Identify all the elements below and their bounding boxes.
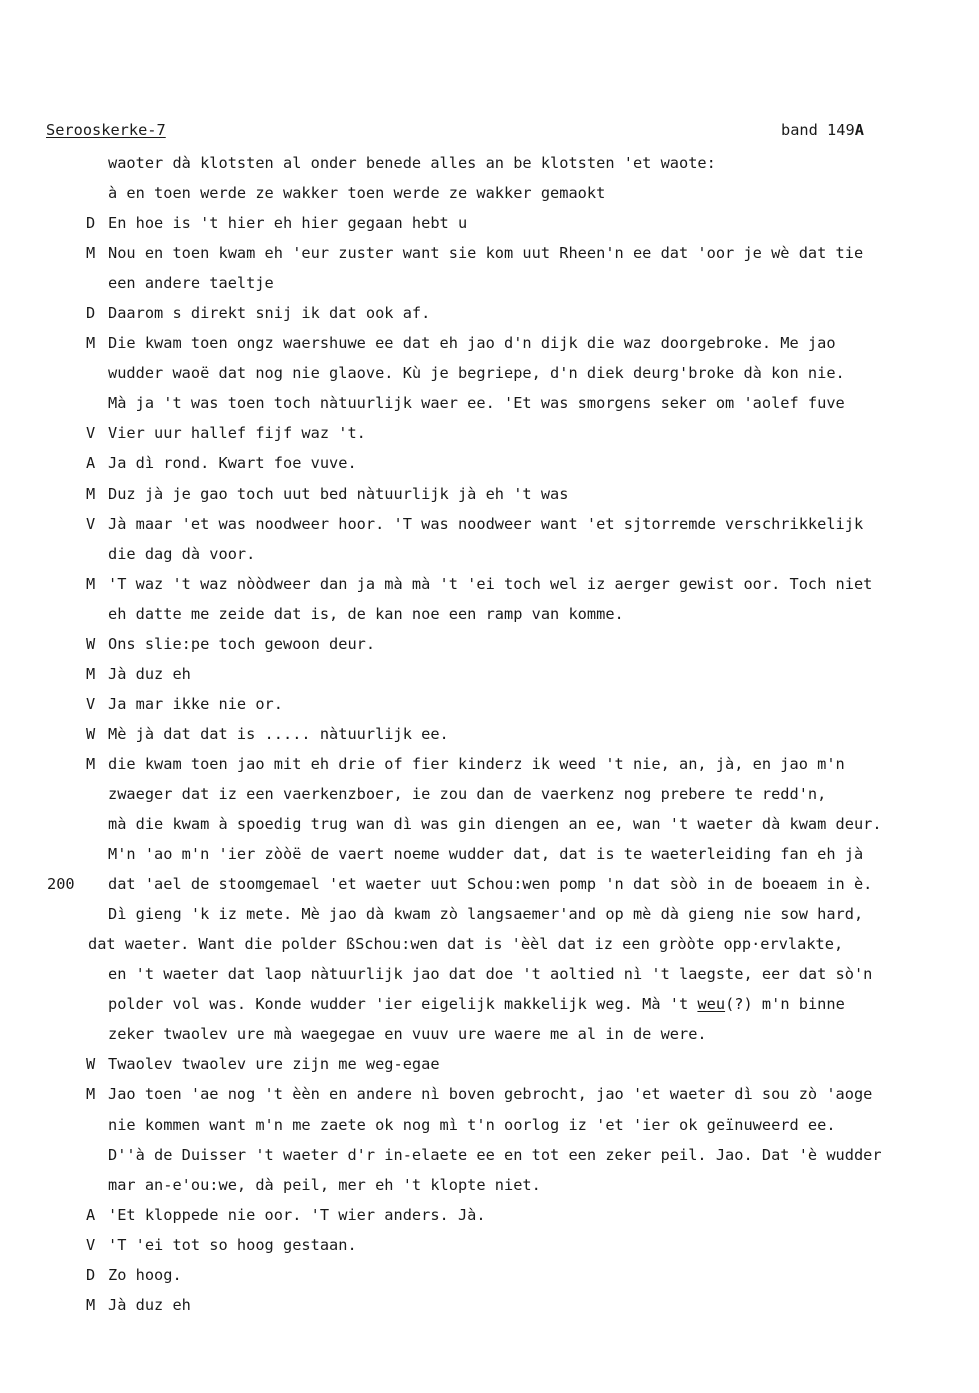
utterance-text: Mè jà dat dat is ..... nàtuurlijk ee. [108, 724, 449, 743]
utterance-text: eh datte me zeide dat is, de kan noe een ramp van komme. [108, 604, 624, 623]
utterance-text: Ja mar ikke nie or. [108, 694, 283, 713]
transcript-line [0, 962, 979, 992]
transcript-line [0, 391, 979, 421]
transcript-line [0, 1143, 979, 1173]
transcript-line [0, 271, 979, 301]
utterance-text: Nou en toen kwam eh 'eur zuster want sie kom uut Rheen'n ee dat 'oor je wè dat tie [108, 244, 864, 263]
utterance-text: nie kommen want m'n me zaete ok nog mì t'n oorlog iz 'et 'ier ok geïnuweerd ee. [108, 1115, 836, 1134]
speaker-label: M [86, 1085, 96, 1104]
speaker-label: M [86, 334, 96, 353]
utterance-text: die kwam toen jao mit eh drie of fier kinderz ik weed 't nie, an, jà, en jao m'n [108, 754, 845, 773]
transcript-line [0, 842, 979, 872]
utterance-text: Jà duz eh [108, 1295, 191, 1314]
transcript-line [0, 662, 979, 692]
text-segment: (?) m'n binne [725, 995, 845, 1014]
utterance-text: Zo hoog. [108, 1265, 182, 1284]
utterance-text: zeker twaolev ure mà waegegae en vuuv ure waere me al in de were. [108, 1025, 707, 1044]
transcript-line [0, 241, 979, 271]
speaker-label: M [86, 244, 96, 263]
utterance-text: waoter dà klotsten al onder benede alles an be klotsten 'et waote: [108, 154, 716, 172]
transcript-line [0, 1203, 979, 1233]
transcript-line [0, 752, 979, 782]
document-title: Serooskerke-7 [46, 121, 166, 139]
speaker-label: D [86, 214, 96, 233]
transcript-line [0, 542, 979, 572]
utterance-text: 'T 'ei tot so hoog gestaan. [108, 1235, 357, 1254]
utterance-text: M'n 'ao m'n 'ier zòòë de vaert noeme wudder dat, dat is te waeterleiding fan eh jà [108, 845, 864, 864]
transcript-line [0, 632, 979, 662]
utterance-text: Ons slie:pe toch gewoon deur. [108, 634, 376, 653]
transcript-line [0, 572, 979, 602]
utterance-text: Die kwam toen ongz waershuwe ee dat eh jao d'n dijk die waz doorgebroke. Me jao [108, 334, 836, 353]
transcript-line [0, 482, 979, 512]
transcript-body [0, 151, 979, 1323]
utterance-text: 'T waz 't waz nòòdweer dan ja mà mà 't 'ei toch wel iz aerger gewist oor. Toch niet [108, 574, 873, 593]
speaker-label: M [86, 574, 96, 593]
utterance-text: en 't waeter dat laop nàtuurlijk jao dat doe 't aoltied nì 't laegste, eer dat sò'n [108, 965, 873, 984]
transcript-line [0, 1233, 979, 1263]
utterance-text: mar an-e'ou:we, dà peil, mer eh 't klopte niet. [108, 1175, 541, 1194]
utterance-text: Jà duz eh [108, 664, 191, 683]
transcript-line [0, 1263, 979, 1293]
transcript-line [0, 992, 979, 1022]
transcript-line [0, 211, 979, 241]
transcript-line [0, 1052, 979, 1082]
band-number: band 149 [781, 121, 855, 139]
utterance-text: die dag dà voor. [108, 544, 256, 563]
speaker-label: W [86, 634, 96, 653]
band-label [781, 121, 864, 139]
utterance-text: Twaolev twaolev ure zijn me weg-egae [108, 1055, 440, 1074]
transcript-line [0, 602, 979, 632]
utterance-text: à en toen werde ze wakker toen werde ze wakker gemaokt [108, 184, 606, 203]
utterance-text: Jà maar 'et was noodweer hoor. 'T was noodweer want 'et sjtorremde verschrikkelijk [108, 514, 864, 533]
utterance-text: Dì gieng 'k iz mete. Mè jao dà kwam zò langsaemer'and op mè dà gieng nie sow hard, [108, 905, 864, 924]
utterance-text: een andere taeltje [108, 274, 274, 293]
speaker-label: D [86, 304, 96, 323]
speaker-label: M [86, 484, 96, 503]
speaker-label: M [86, 1295, 96, 1314]
transcript-line [0, 812, 979, 842]
speaker-label: M [86, 664, 96, 683]
utterance-text: dat waeter. Want die polder ßSchou:wen dat is 'èèl dat iz een gròòte opp·ervlakte, [88, 935, 844, 954]
utterance-text: Ja dì rond. Kwart foe vuve. [108, 454, 357, 473]
transcript-line [0, 421, 979, 451]
utterance-text: 'Et kloppede nie oor. 'T wier anders. Jà. [108, 1205, 486, 1224]
speaker-label: V [86, 424, 96, 443]
text-segment: polder vol was. Konde wudder 'ier eigelijk makkelijk weg. Mà 't [108, 995, 698, 1014]
transcript-line [0, 1082, 979, 1112]
utterance-text: Jao toen 'ae nog 't èèn en andere nì boven gebrocht, jao 'et waeter dì sou zò 'aoge [108, 1085, 873, 1104]
speaker-label: W [86, 1055, 96, 1074]
transcript-line [0, 151, 979, 181]
transcript-line [0, 301, 979, 331]
transcript-line [0, 692, 979, 722]
speaker-label: V [86, 514, 96, 533]
utterance-text: En hoe is 't hier eh hier gegaan hebt u [108, 214, 468, 233]
utterance-text [108, 992, 845, 1016]
utterance-text: Vier uur hallef fijf waz 't. [108, 424, 366, 443]
transcript-line [0, 1293, 979, 1323]
utterance-text: mà die kwam à spoedig trug wan dì was gin diengen an ee, wan 't waeter dà kwam deur. [108, 815, 882, 834]
utterance-text: wudder waoë dat nog nie glaove. Kù je begriepe, d'n diek deurg'broke dà kon nie. [108, 364, 845, 383]
line-number: 200 [47, 875, 75, 894]
transcript-line [0, 361, 979, 391]
transcript-line [0, 451, 979, 481]
transcript-line [0, 331, 979, 361]
speaker-label: A [86, 1205, 96, 1224]
transcript-line [0, 722, 979, 752]
underlined-word: weu [697, 995, 726, 1014]
transcript-line [0, 902, 979, 932]
utterance-text: zwaeger dat iz een vaerkenzboer, ie zou dan de vaerkenz nog prebere te redd'n, [108, 784, 827, 803]
utterance-text: Daarom s direkt snij ik dat ook af. [108, 304, 431, 323]
transcript-line [0, 932, 979, 962]
transcript-line [0, 1022, 979, 1052]
speaker-label: W [86, 724, 96, 743]
transcript-line [0, 1173, 979, 1203]
speaker-label: D [86, 1265, 96, 1284]
utterance-text: Mà ja 't was toen toch nàtuurlijk waer ee. 'Et was smorgens seker om 'aolef fuve [108, 394, 845, 413]
utterance-text: D''à de Duisser 't waeter d'r in-elaete ee en tot een zeker peil. Jao. Dat 'è wudder [108, 1145, 882, 1164]
band-suffix: A [854, 121, 864, 139]
speaker-label: V [86, 694, 96, 713]
utterance-text: dat 'ael de stoomgemael 'et waeter uut Schou:wen pomp 'n dat sòò in de boeaem in è. [108, 875, 873, 894]
transcript-line [0, 872, 979, 902]
transcript-line [0, 782, 979, 812]
transcript-line [0, 512, 979, 542]
transcript-line [0, 1113, 979, 1143]
speaker-label: A [86, 454, 96, 473]
transcript-line [0, 181, 979, 211]
speaker-label: V [86, 1235, 96, 1254]
utterance-text: Duz jà je gao toch uut bed nàtuurlijk jà eh 't was [108, 484, 569, 503]
speaker-label: M [86, 754, 96, 773]
